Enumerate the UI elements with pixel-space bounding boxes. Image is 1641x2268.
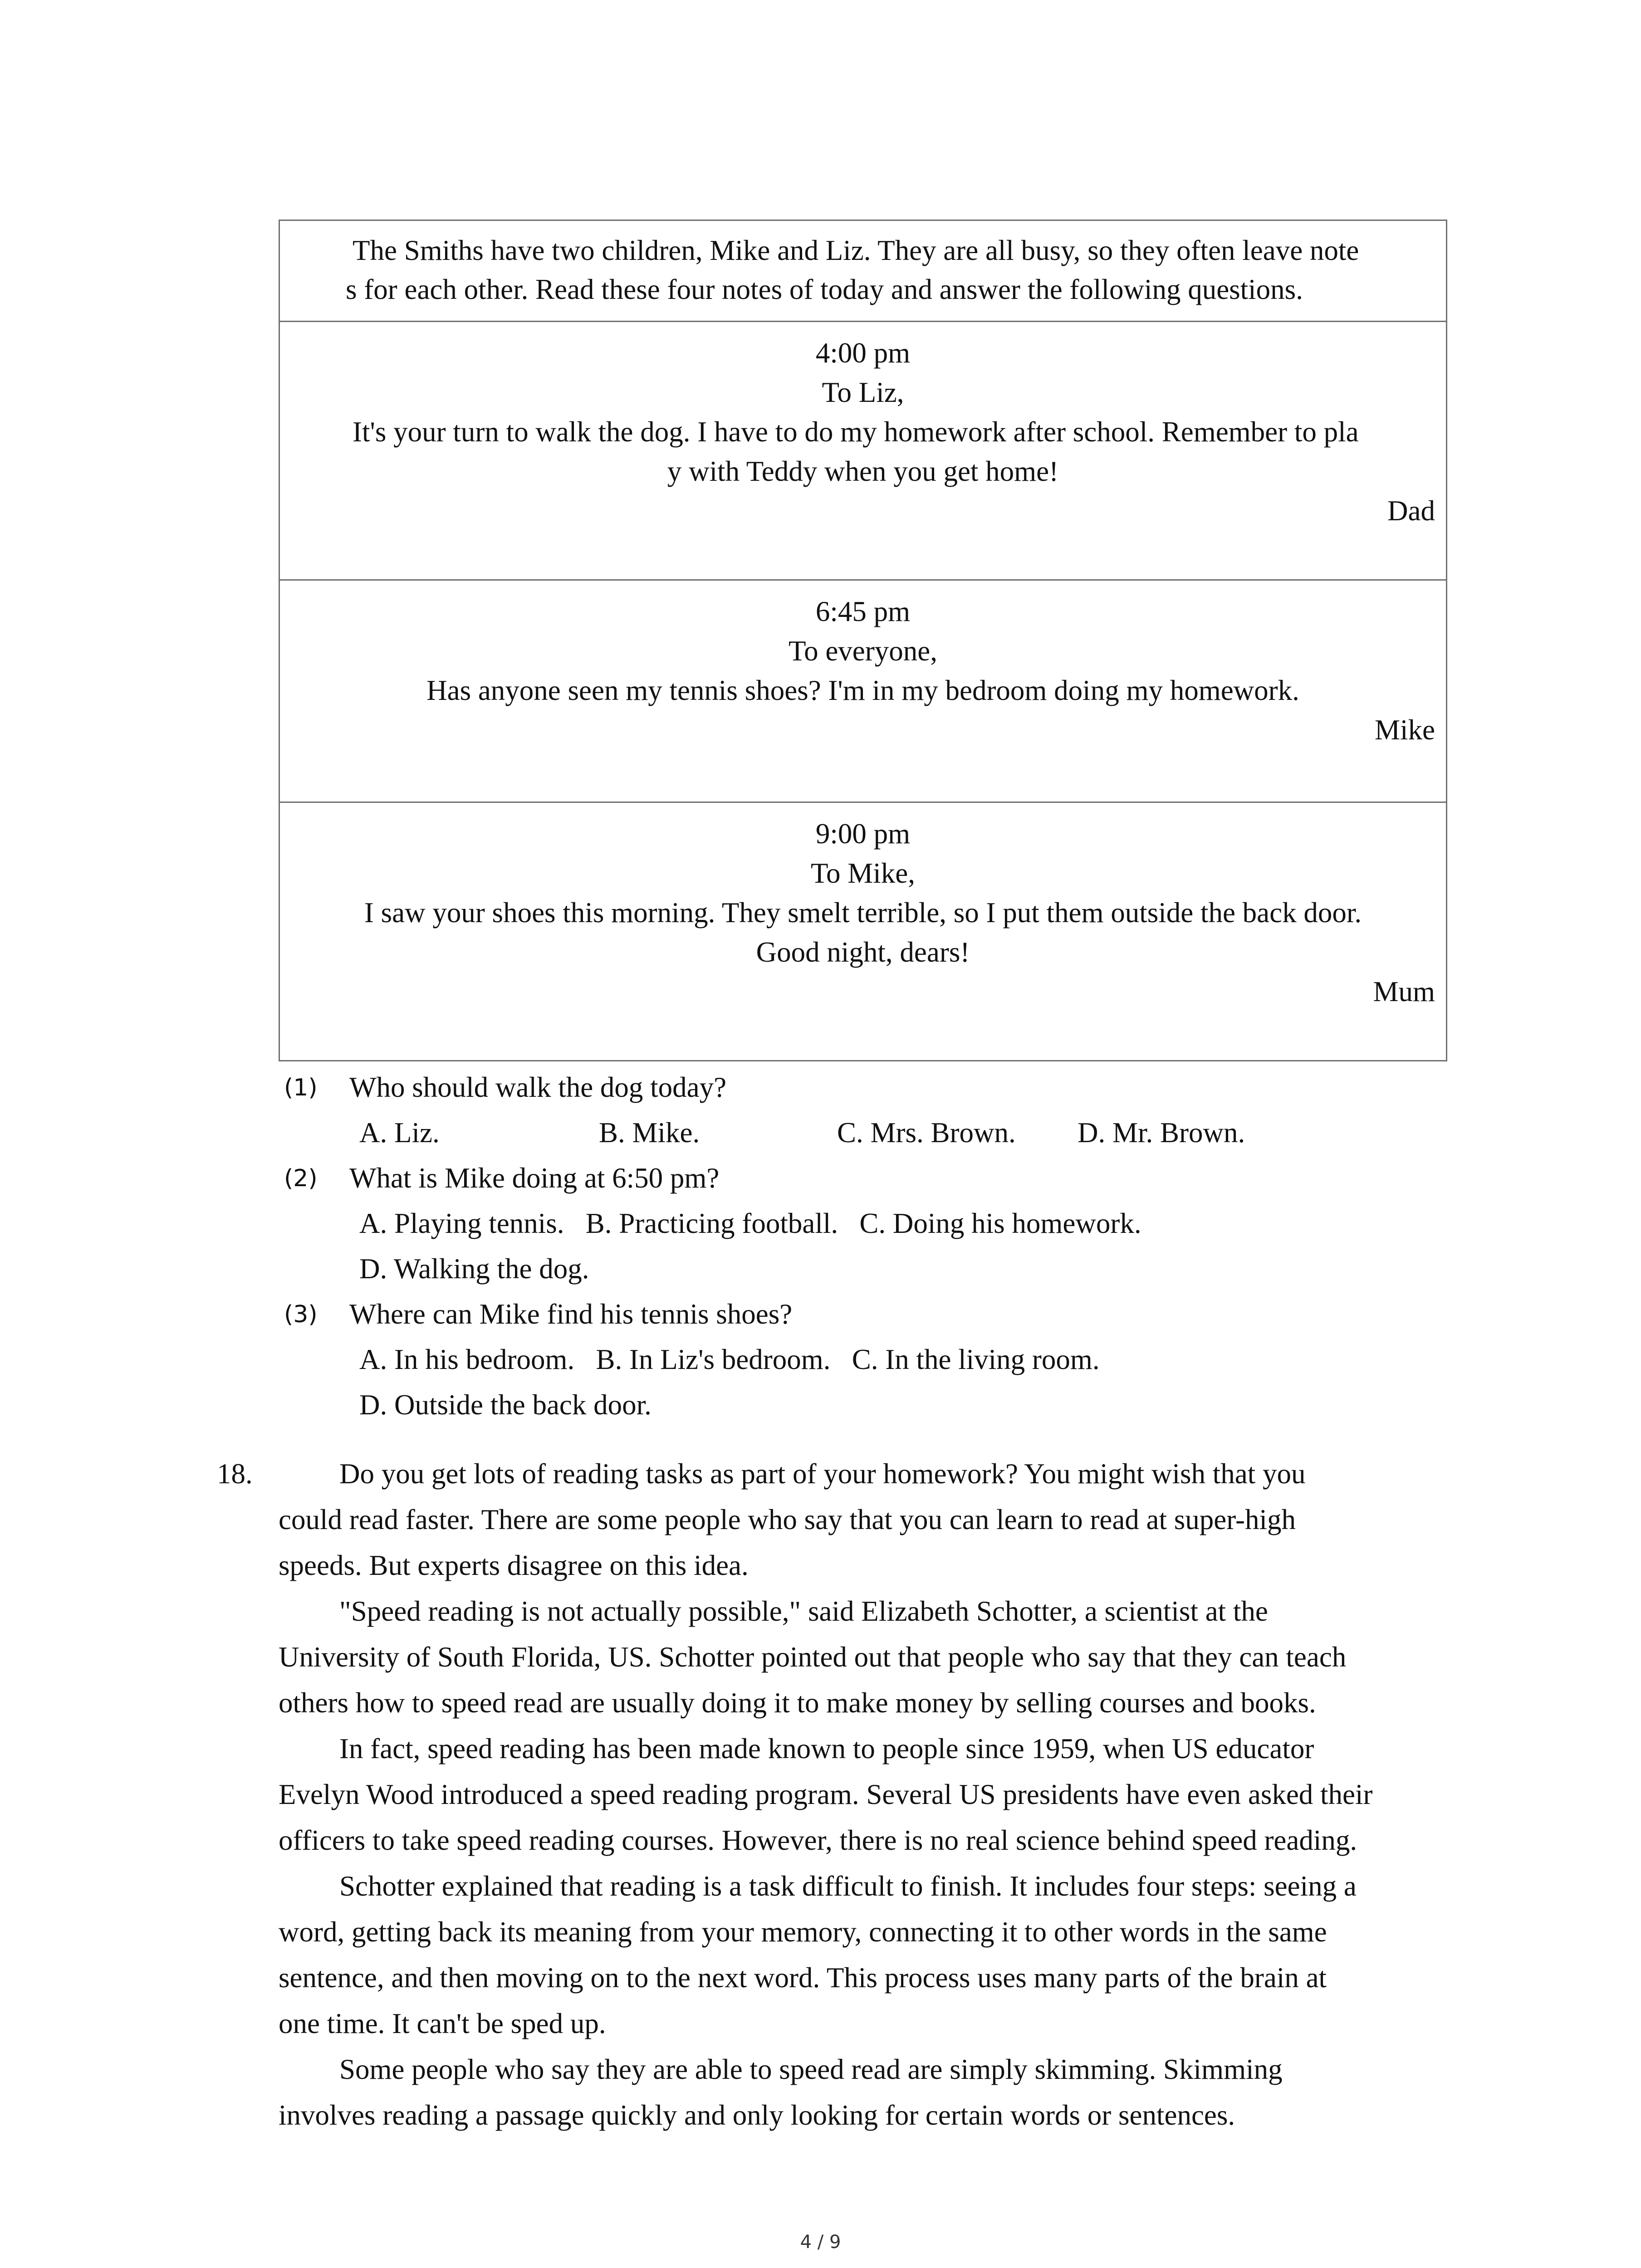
note-recipient: To everyone, — [789, 635, 937, 667]
passage-line: others how to speed read are usually doing it to make money by selling courses and books. — [279, 1687, 1316, 1719]
options-line[interactable]: A. Playing tennis. B. Practicing football. C. Doing his homework. — [359, 1207, 1141, 1239]
passage-line: Do you get lots of reading tasks as part of your homework? You might wish that you — [339, 1458, 1306, 1490]
note-signature: Dad — [1387, 495, 1435, 527]
note-time: 6:45 pm — [815, 596, 911, 627]
options-line[interactable]: D. Walking the dog. — [359, 1253, 589, 1285]
passage-number: 18. — [217, 1458, 253, 1490]
note-recipient: To Mike, — [810, 857, 916, 889]
note-signature: Mum — [1373, 976, 1435, 1007]
notes-intro — [280, 221, 1446, 322]
passage-line: Evelyn Wood introduced a speed reading program. Several US presidents have even asked their — [279, 1779, 1373, 1810]
page-number: 4 / 9 — [800, 2232, 841, 2253]
note-dad — [280, 321, 1446, 581]
question-text: Who should walk the dog today? — [349, 1071, 727, 1103]
question-text: Where can Mike find his tennis shoes? — [349, 1298, 793, 1330]
notes-table — [279, 220, 1447, 1061]
note-mum — [280, 802, 1446, 1060]
note-signature: Mike — [1375, 714, 1435, 746]
note-mike — [280, 579, 1446, 803]
options-line[interactable]: D. Outside the back door. — [359, 1389, 652, 1421]
option-a[interactable]: A. Liz. — [359, 1117, 440, 1149]
passage-line: Schotter explained that reading is a task difficult to finish. It includes four steps: seeing a — [339, 1870, 1357, 1902]
passage-line: officers to take speed reading courses. However, there is no real science behind speed reading. — [279, 1824, 1357, 1856]
intro-line-2: s for each other. Read these four notes of today and answer the following questions. — [346, 274, 1303, 305]
passage-line: speeds. But experts disagree on this idea. — [279, 1549, 749, 1581]
note-time: 4:00 pm — [815, 337, 911, 369]
passage-line: sentence, and then moving on to the next word. This process uses many parts of the brain at — [279, 1962, 1327, 1994]
question-number: (2) — [284, 1165, 318, 1192]
question-number: (3) — [284, 1301, 318, 1328]
note-body-line: It's your turn to walk the dog. I have to do my homework after school. Remember to pla — [353, 416, 1359, 448]
option-b[interactable]: B. Mike. — [599, 1117, 700, 1149]
note-time: 9:00 pm — [815, 818, 911, 850]
note-body-line: I saw your shoes this morning. They smelt terrible, so I put them outside the back door. — [364, 897, 1362, 929]
passage-line: University of South Florida, US. Schotter pointed out that people who say that they can teach — [279, 1641, 1347, 1673]
passage-line: one time. It can't be sped up. — [279, 2008, 606, 2039]
note-body-line: y with Teddy when you get home! — [667, 455, 1059, 487]
options-line[interactable]: A. In his bedroom. B. In Liz's bedroom. C. In the living room. — [359, 1344, 1100, 1375]
note-body-line: Has anyone seen my tennis shoes? I'm in my bedroom doing my homework. — [426, 675, 1299, 706]
option-c[interactable]: C. Mrs. Brown. — [837, 1117, 1016, 1149]
note-body-line: Good night, dears! — [756, 936, 970, 968]
intro-line-1: The Smiths have two children, Mike and Liz. They are all busy, so they often leave note — [353, 235, 1359, 266]
option-d[interactable]: D. Mr. Brown. — [1078, 1117, 1245, 1149]
passage-line: involves reading a passage quickly and only looking for certain words or sentences. — [279, 2099, 1235, 2131]
question-number: (1) — [284, 1074, 318, 1101]
passage-line: word, getting back its meaning from your memory, connecting it to other words in the same — [279, 1916, 1327, 1948]
passage-line: could read faster. There are some people who say that you can learn to read at super-high — [279, 1504, 1296, 1535]
passage-line: Some people who say they are able to speed read are simply skimming. Skimming — [339, 2053, 1283, 2085]
note-recipient: To Liz, — [822, 376, 904, 408]
passage-line: In fact, speed reading has been made known to people since 1959, when US educator — [339, 1733, 1314, 1765]
passage-line: "Speed reading is not actually possible," said Elizabeth Schotter, a scientist at the — [339, 1595, 1268, 1627]
question-text: What is Mike doing at 6:50 pm? — [349, 1162, 720, 1194]
